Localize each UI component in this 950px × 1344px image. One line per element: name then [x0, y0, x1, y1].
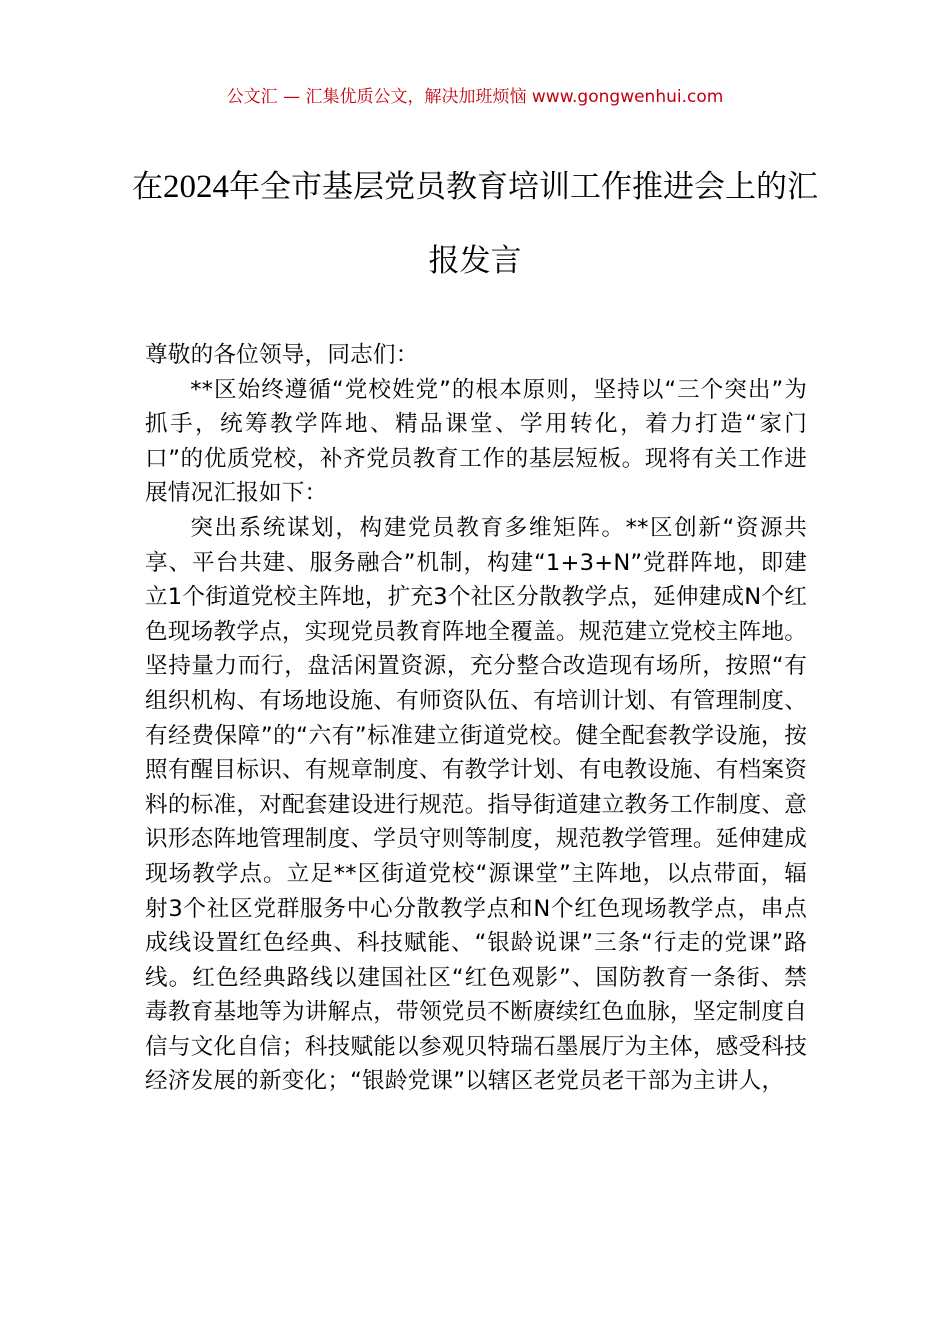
title-rest: 年全市基层党员教育培训工作推进会上的汇报发言	[229, 169, 818, 279]
document-title	[120, 150, 830, 298]
title-prefix: 在	[132, 169, 163, 205]
paragraph-intro: **区始终遵循“党校姓党”的根本原则，坚持以“三个突出”为抓手，统筹教学阵地、精品课堂、学用转化，着力打造“家门口”的优质党校，补齐党员教育工作的基层短板。现将有关工作进展情况汇报如下：	[145, 376, 807, 507]
paragraph-section-1: 突出系统谋划，构建党员教育多维矩阵。**区创新“资源共享、平台共建、服务融合”机制，构建“1+3+N”党群阵地，即建立1个街道党校主阵地，扩充3个社区分散教学点，延伸建成N个红色现场教学点，实现党员教育阵地全覆盖。规范建立党校主阵地。坚持量力而行，盘活闲置资源，充分整合改造现有场所，按照“有组织机构、有场地设施、有师资队伍、有培训计划、有管理制度、有经费保障”的“六有”标准建立街道党校。健全配套教学设施，按照有醒目标识、有规章制度、有教学计划、有电教设施、有档案资料的标准，对配套建设进行规范。指导街道建立教务工作制度、意识形态阵地管理制度、学员守则等制度，规范教学管理。延伸建成现场教学点。立足**区街道党校“源课堂”主阵地，以点带面，辐射3个社区党群服务中心分散教学点和N个红色现场教学点，串点成线设置红色经典、科技赋能、“银龄说课”三条“行走的党课”路线。红色经典路线以建国社区“红色观影”、国防教育一条街、禁毒教育基地等为讲解点，带领党员不断赓续红色血脉，坚定制度自信与文化自信；科技赋能以参观贝特瑞石墨展厅为主体，感受科技经济发展的新变化；“银龄党课”以辖区老党员老干部为主讲人，	[145, 514, 807, 1095]
title-year: 2024	[163, 169, 229, 205]
salutation: 尊敬的各位领导，同志们：	[145, 342, 419, 368]
document-body	[145, 338, 807, 1099]
site-banner: 公文汇 — 汇集优质公文，解决加班烦恼 www.gongwenhui.com	[226, 87, 724, 107]
